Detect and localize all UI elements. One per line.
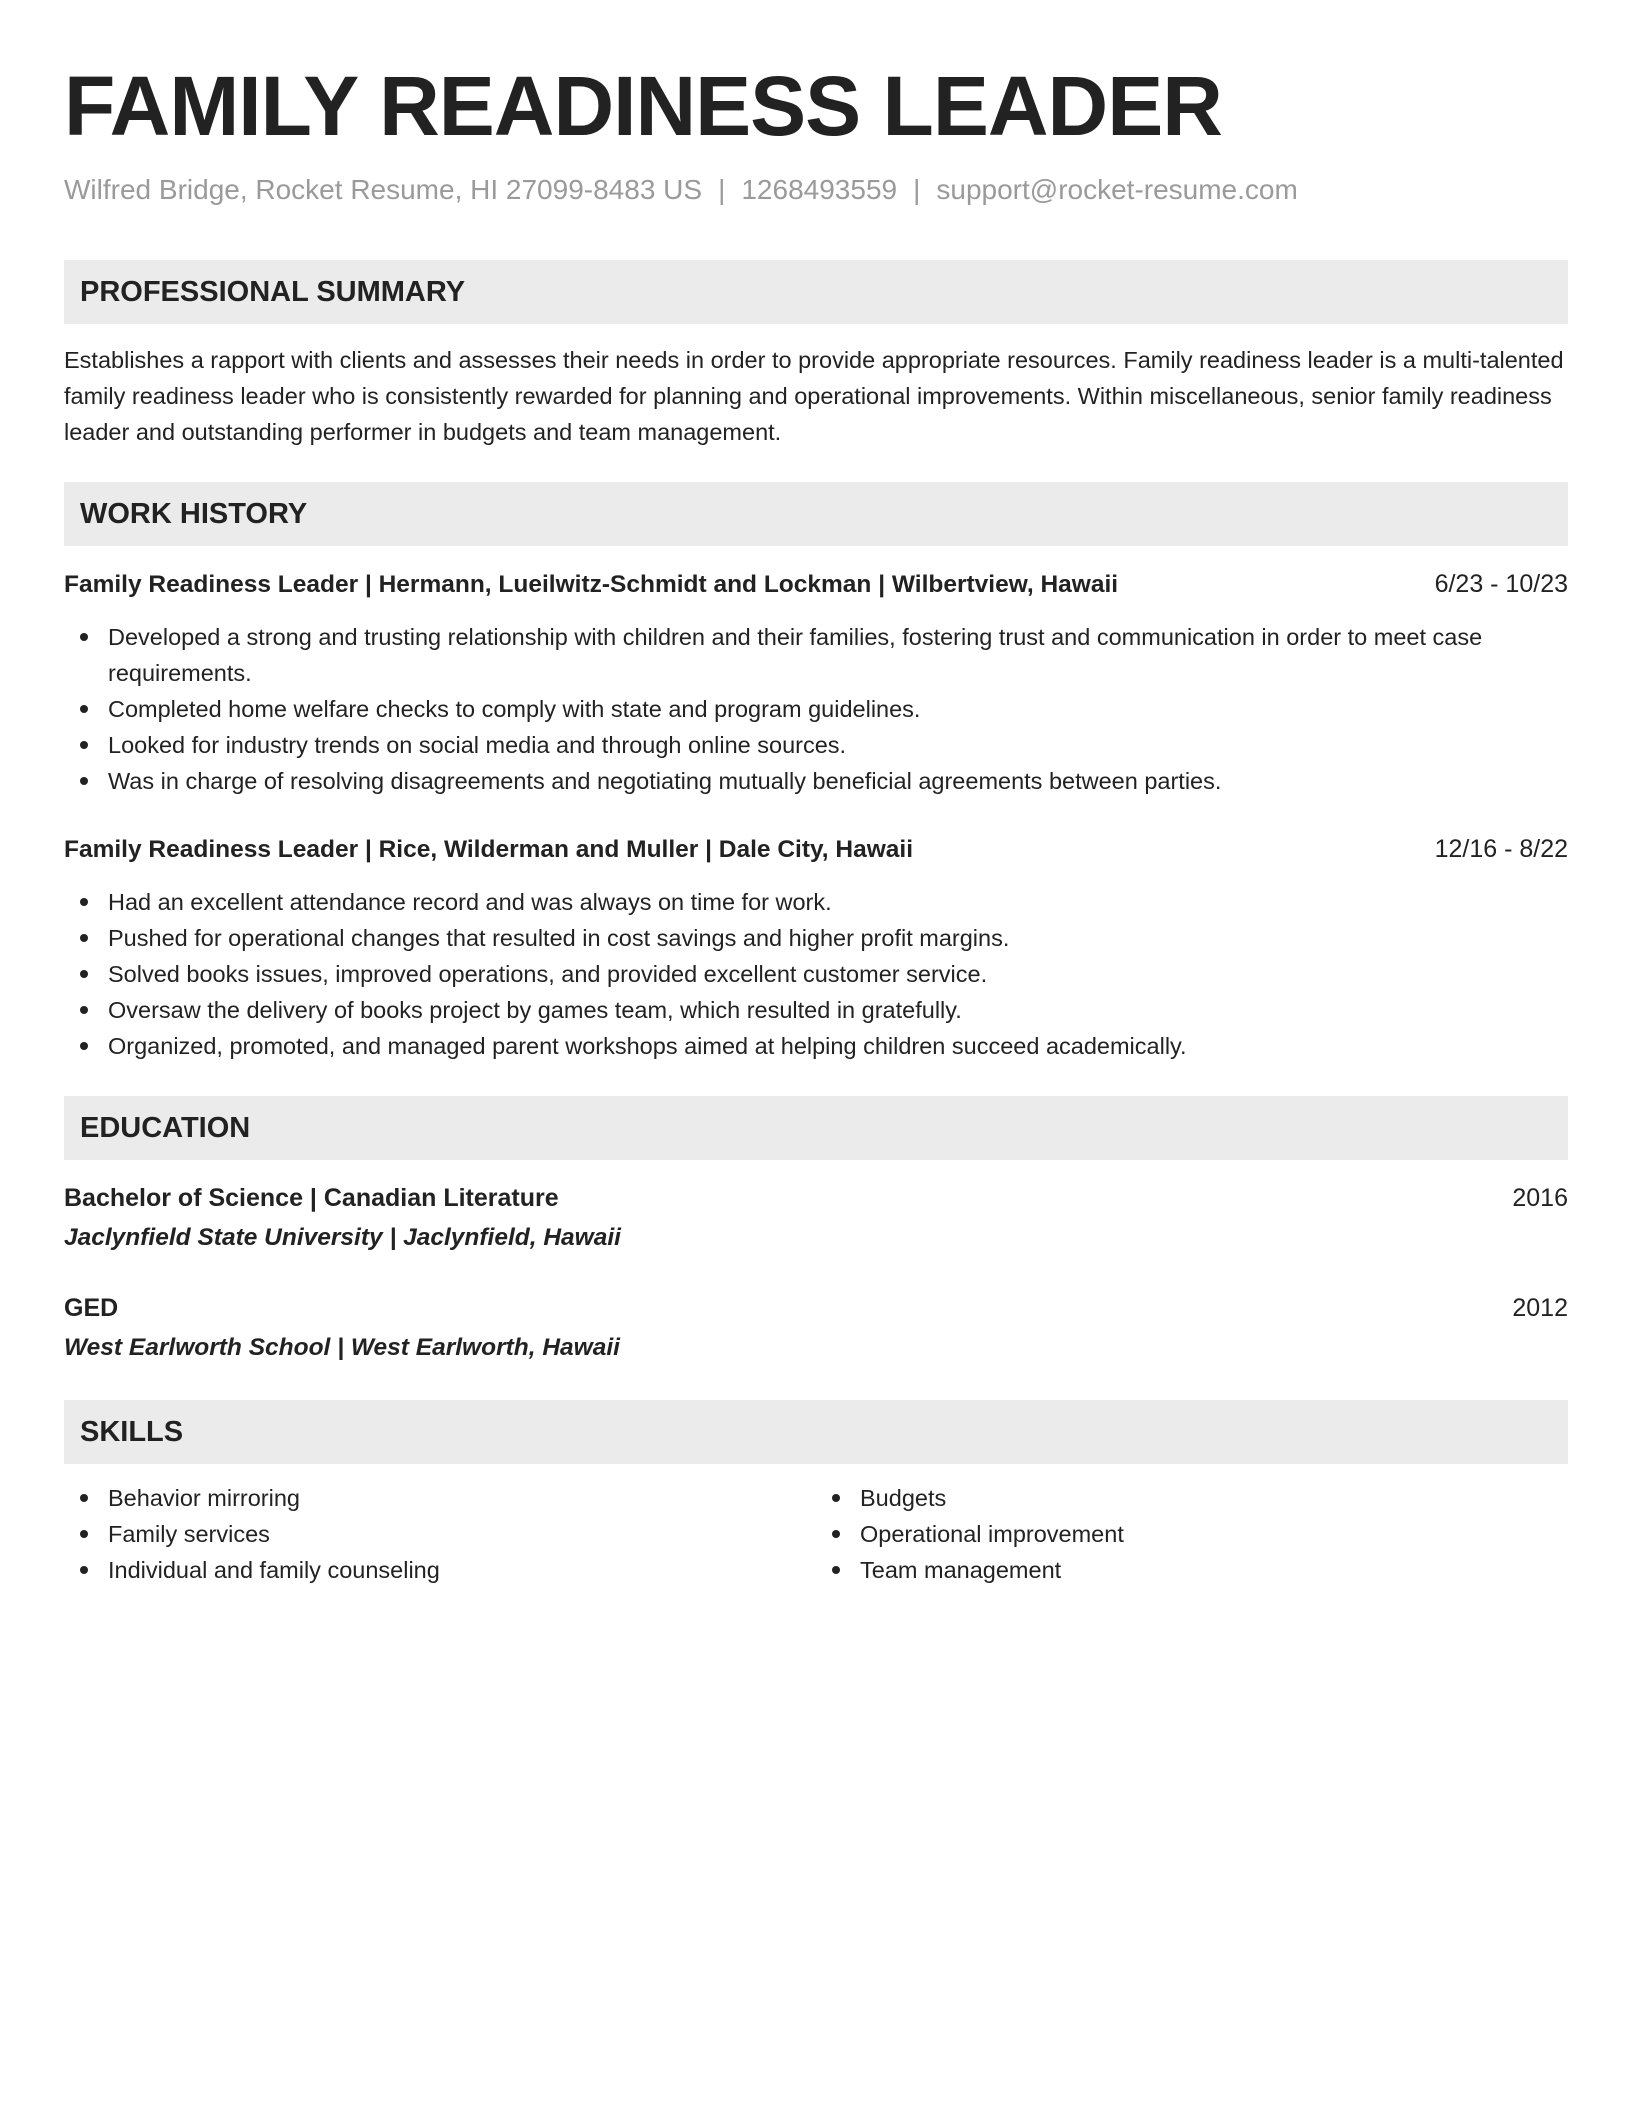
job-entry: [64, 566, 1568, 799]
job-dates: 12/16 - 8/22: [1434, 835, 1568, 863]
bullet-icon: [80, 898, 88, 906]
bullet-icon: [80, 705, 88, 713]
list-item: Oversaw the delivery of books project by games team, which resulted in gratefully.: [108, 992, 1568, 1028]
bullet-icon: [832, 1494, 840, 1502]
bullet-icon: [832, 1530, 840, 1538]
graduation-year: 2016: [1512, 1184, 1568, 1212]
section-header-skills: SKILLS: [64, 1400, 1568, 1464]
bullet-icon: [80, 633, 88, 641]
job-bullets: [64, 884, 1568, 1064]
list-item: Solved books issues, improved operations, and provided excellent customer service.: [108, 956, 1568, 992]
contact-separator: |: [718, 174, 726, 205]
bullet-icon: [80, 934, 88, 942]
job-heading: Family Readiness Leader | Rice, Wilderman and Muller | Dale City, Hawaii: [64, 836, 914, 863]
skills-column-left: [64, 1480, 816, 1588]
list-item: Was in charge of resolving disagreements and negotiating mutually beneficial agreements between parties.: [108, 763, 1568, 799]
list-item: Pushed for operational changes that resulted in cost savings and higher profit margins.: [108, 920, 1568, 956]
list-item: Looked for industry trends on social media and through online sources.: [108, 727, 1568, 763]
summary-text: Establishes a rapport with clients and assesses their needs in order to provide appropriate resources. Family readiness leader is a multi-talented family readiness leader who is consistently rewarded for planning and operational improvements. Within miscellaneous, senior family readiness leader and outstanding performer in budgets and team management.: [64, 347, 1564, 445]
bullet-icon: [80, 1006, 88, 1014]
list-item: Organized, promoted, and managed parent workshops aimed at helping children succeed academically.: [108, 1028, 1568, 1064]
contact-separator: |: [913, 174, 921, 205]
graduation-year: 2012: [1512, 1294, 1568, 1322]
contact-line: [64, 170, 1568, 210]
skill-item: Team management: [860, 1552, 1568, 1588]
contact-email: support@rocket-resume.com: [936, 174, 1298, 205]
education-entry: [64, 1290, 1568, 1366]
section-header-education: EDUCATION: [64, 1096, 1568, 1160]
list-item: Completed home welfare checks to comply with state and program guidelines.: [108, 691, 1568, 727]
skill-item: Individual and family counseling: [108, 1552, 816, 1588]
skill-item: Operational improvement: [860, 1516, 1568, 1552]
bullet-icon: [80, 741, 88, 749]
job-dates: 6/23 - 10/23: [1434, 570, 1568, 598]
candidate-name: FAMILY READINESS LEADER: [64, 59, 1222, 153]
education-entry: [64, 1180, 1568, 1256]
skill-item: Budgets: [860, 1480, 1568, 1516]
list-item: Developed a strong and trusting relationship with children and their families, fostering trust and communication in order to meet case requirements.: [108, 619, 1568, 691]
bullet-icon: [80, 777, 88, 785]
bullet-icon: [80, 1042, 88, 1050]
bullet-icon: [832, 1566, 840, 1574]
degree-title: GED: [64, 1294, 119, 1322]
skill-item: Family services: [108, 1516, 816, 1552]
list-item: Had an excellent attendance record and was always on time for work.: [108, 884, 1568, 920]
bullet-icon: [80, 970, 88, 978]
contact-phone: 1268493559: [741, 174, 898, 205]
bullet-icon: [80, 1530, 88, 1538]
degree-title: Bachelor of Science | Canadian Literature: [64, 1184, 559, 1212]
section-header-summary: PROFESSIONAL SUMMARY: [64, 260, 1568, 324]
job-entry: [64, 831, 1568, 1064]
job-heading: Family Readiness Leader | Hermann, Lueilwitz-Schmidt and Lockman | Wilbertview, Hawaii: [64, 571, 1119, 598]
skills-column-right: [816, 1480, 1568, 1588]
school-name: West Earlworth School | West Earlworth, Hawaii: [64, 1334, 620, 1361]
bullet-icon: [80, 1566, 88, 1574]
bullet-icon: [80, 1494, 88, 1502]
skill-item: Behavior mirroring: [108, 1480, 816, 1516]
job-bullets: [64, 619, 1568, 799]
school-name: Jaclynfield State University | Jaclynfield, Hawaii: [64, 1224, 621, 1251]
section-header-work-history: WORK HISTORY: [64, 482, 1568, 546]
contact-address: Wilfred Bridge, Rocket Resume, HI 27099-8483 US: [64, 174, 703, 205]
skills-list: [64, 1480, 1568, 1588]
